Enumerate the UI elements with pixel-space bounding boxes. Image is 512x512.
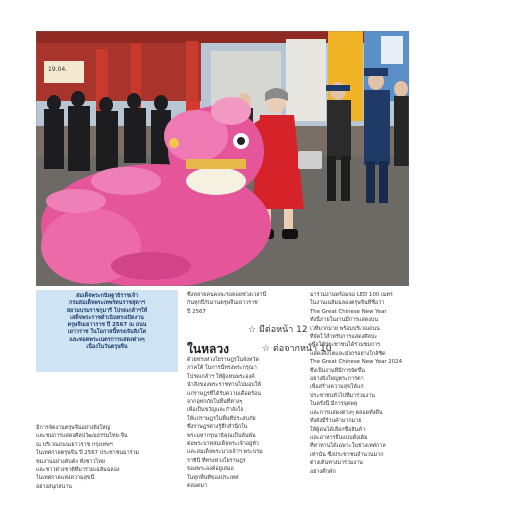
photo-caption	[36, 290, 178, 372]
body-line: ในงานเฉลิมฉลองตรุษจีนที่ชื่อว่า	[310, 300, 385, 307]
body-line: ประชาชนทั่วไปที่มาร่วมงาน	[310, 392, 375, 399]
body-line: ต่อพระบาทสมเด็จพระเจ้าอยู่หัว	[187, 441, 259, 448]
body-line: ที่หาทานได้เฉพาะในช่วงเทศกาล	[310, 443, 386, 450]
body-line: ราชินี ที่ทรงห่วงใยราษฎร	[187, 457, 246, 464]
body-line: และการแสดงต่างๆ ตลอดทั้งคืน	[310, 409, 383, 416]
body-line: ในทุกพื้นที่ของประเทศ	[187, 474, 239, 481]
body-line: แก่ราษฎรที่ได้รับความเดือดร้อน	[187, 390, 261, 397]
star-icon: ☆	[248, 325, 257, 335]
caption-line: กรมสมเด็จพระเทพรัตนราชสุดาฯ	[69, 300, 145, 307]
body-line: ซึ่งราษฎรต่างรู้สึกสำนึกใน	[187, 424, 248, 431]
body-line: มาร่วมงานพร้อมจอ LED 100 เมตร	[310, 292, 393, 298]
body-line: เพื่อให้ประชาชนได้ร่วมชมการ	[310, 342, 381, 349]
body-line: เพื่อเป็นขวัญและกำลังใจ	[187, 407, 244, 414]
body-line: อย่างยิ่งใหญ่ตระการตา	[310, 376, 364, 383]
body-line: ด้วยทรงห่วงใยราษฎรในจังหวัด	[187, 357, 259, 363]
body-line: ในเทศกาลตรุษจีน ปี 2567 ประชาชนมาร่วม	[36, 450, 140, 457]
body-line: นำสิ่งของพระราชทานไปมอบให้	[187, 382, 261, 389]
lion-dance-photo	[36, 31, 409, 286]
continued-label: มีต่อหน้า 12	[258, 325, 308, 335]
caption-line: เยาวราช ในโอกาสนี้ทรงเจิมสิงโต	[67, 329, 147, 336]
caption-line: สมเด็จพระกนิษฐาธิราชเจ้า	[75, 293, 139, 299]
article-column-middle-body	[187, 356, 299, 491]
body-line: ในเทศกาลแห่งความสุขนี้	[36, 475, 95, 482]
body-line: ชมงานอย่างคับคั่ง ทั้งชาวไทย	[36, 458, 105, 465]
body-line: ต่างเดินทางมาร่วมงาน	[310, 460, 363, 467]
caption-line: ตรุษจีนเยาวราช ปี 2567 ณ ถนน	[67, 322, 147, 329]
body-line: และอาหารจีนแบบดั้งเดิม	[310, 434, 368, 441]
photo-sign-text: 19.04.	[48, 66, 68, 73]
body-line: และชาวต่างชาติที่มาร่วมเฉลิมฉลอง	[36, 467, 120, 474]
body-line: อย่างคึกคัก	[310, 468, 336, 475]
article-column-middle	[187, 291, 295, 316]
body-line: จากอุทกภัยในพื้นที่ต่างๆ	[187, 399, 243, 406]
caption-line: และทอดพระเนตรการแสดงต่างๆ	[69, 336, 145, 343]
body-line: The Great Chinese New Year 2024	[310, 359, 403, 366]
body-line: ในครั้งนี้ มีการจุดพลุ	[310, 401, 358, 408]
body-line: ภาคใต้ ในการนี้ทรงพระกรุณา	[187, 365, 257, 372]
photo-illustration	[36, 31, 409, 286]
body-line: อย่างสนุกสนาน	[36, 483, 72, 490]
body-line: ของพระองค์อยู่เสมอ	[187, 466, 234, 473]
article-column-left	[36, 424, 178, 491]
body-line: โปรดเกล้าฯ ให้ผู้แทนพระองค์	[187, 373, 255, 380]
body-line: พระมหากรุณาธิคุณเป็นล้นพ้น	[187, 432, 256, 439]
article-column-right	[310, 291, 410, 476]
continued-page-ref	[248, 325, 308, 336]
body-line: ปี 2567	[187, 308, 206, 315]
body-line: The Great Chinese New Year	[310, 308, 387, 315]
section-title: ในหลวง	[187, 342, 229, 356]
body-line: ซึ่งเป็นงานที่มีการจัดขึ้น	[310, 367, 365, 374]
star-icon: ☆	[262, 344, 271, 354]
body-line: แสดงสิงโตและมังกรอย่างใกล้ชิด	[310, 350, 386, 357]
body-line: เท่านั้น ซึ่งประชาชนจำนวนมาก	[310, 451, 384, 458]
body-line: กันทุกปีกับงานตรุษจีนเยาวราช	[187, 300, 258, 307]
body-line: และสมเด็จพระนางเจ้าฯ พระบรม	[187, 449, 263, 456]
body-line: ณ บริเวณถนนเยาวราช กรุงเทพฯ	[36, 441, 113, 448]
body-line: ให้แก่ราษฎรในพื้นที่ประสบภัย	[187, 415, 256, 422]
body-line: ให้ผู้คนได้เลือกซื้อสินค้า	[310, 426, 365, 433]
continued-from-label: ต่อจากหน้า 10	[272, 344, 332, 354]
body-line: มีการจัดงานตรุษจีนอย่างยิ่งใหญ่	[36, 425, 111, 431]
caption-line: เนื่องในวันตรุษจีน	[86, 344, 128, 351]
body-line: ตลอดมา	[187, 483, 208, 490]
body-line: ซึ่งหลายคนคงจะรอคอยช่วงเวลานี้	[187, 292, 267, 298]
body-line: เพื่อสร้างความสุขให้แก่	[310, 384, 364, 391]
body-line: และชมการแสดงศิลปวัฒนธรรมไทย-จีน	[36, 433, 128, 440]
caption-line: สยามบรมราชกุมารี โปรดเกล้าฯให้	[66, 307, 148, 314]
body-line: เวทีมากมาย พร้อมบริเวณถนน	[310, 325, 380, 332]
caption-line: เสด็จพระราชดำเนินทรงเปิดงาน	[70, 314, 144, 321]
body-line: ทั้งนี้ภายในงานมีการแสดงบน	[310, 317, 379, 324]
body-line: ทั้งยังมีร้านค้ามากมาย	[310, 418, 362, 425]
body-line: ที่จัดไว้สำหรับการแสดงศิลปะ	[310, 334, 378, 341]
